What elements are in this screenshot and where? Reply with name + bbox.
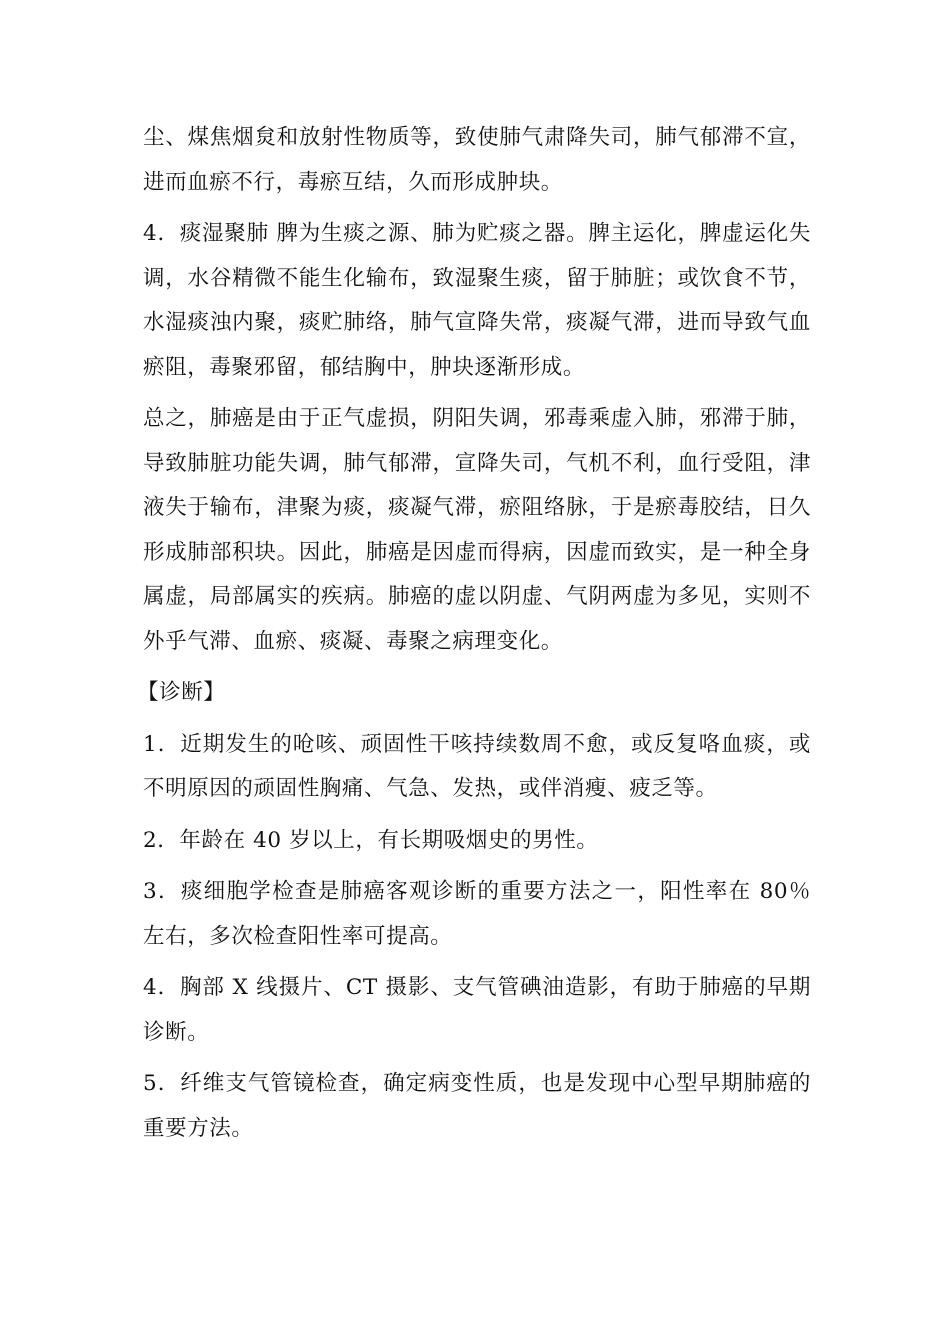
paragraph-summary: 总之，肺癌是由于正气虚损，阴阳失调，邪毒乘虚入肺，邪滞于肺，导致肺脏功能失调，肺气郁滞，宣降失司，气机不利，血行受阻，津液失于输布，津聚为痰，痰凝气滞，瘀阻络脉，于是瘀毒胶结，日久形成肺部积块。因此，肺癌是因虚而得病，因虚而致实，是一种全身属虚，局部属实的疾病。肺癌的虚以阴虚、气阴两虚为多见，实则不外乎气滞、血瘀、痰凝、毒聚之病理变化。	[143, 406, 811, 654]
document-page	[137, 116, 811, 1158]
section-heading-diagnosis: 【诊断】	[137, 680, 226, 705]
diagnosis-item-4: 4．胸部 X 线摄片、CT 摄影、支气管碘油造影，有助于肺癌的早期诊断。	[143, 975, 811, 1045]
paragraph-phlegm-dampness: 4．痰湿聚肺 脾为生痰之源、肺为贮痰之器。脾主运化，脾虚运化失调，水谷精微不能生化输布，致湿聚生痰，留于肺脏；或饮食不节，水湿痰浊内聚，痰贮肺络，肺气宣降失常，痰凝气滞，进而导致气血瘀阻，毒聚邪留，郁结胸中，肿块逐渐形成。	[143, 221, 811, 380]
diagnosis-item-2: 2．年龄在 40 岁以上，有长期吸烟史的男性。	[143, 827, 599, 853]
diagnosis-item-5: 5．纤维支气管镜检查，确定病变性质，也是发现中心型早期肺癌的重要方法。	[143, 1071, 811, 1141]
diagnosis-item-1: 1．近期发生的呛咳、顽固性干咳持续数周不愈，或反复咯血痰，或不明原因的顽固性胸痛、气急、发热，或伴消瘦、疲乏等。	[143, 731, 811, 801]
paragraph-etiology-toxins: 尘、煤焦烟炱和放射性物质等，致使肺气肃降失司，肺气郁滞不宣，进而血瘀不行，毒瘀互结，久而形成肿块。	[143, 125, 811, 195]
diagnosis-item-3: 3．痰细胞学检查是肺癌客观诊断的重要方法之一，阳性率在 80％左右，多次检查阳性率可提高。	[143, 879, 811, 949]
